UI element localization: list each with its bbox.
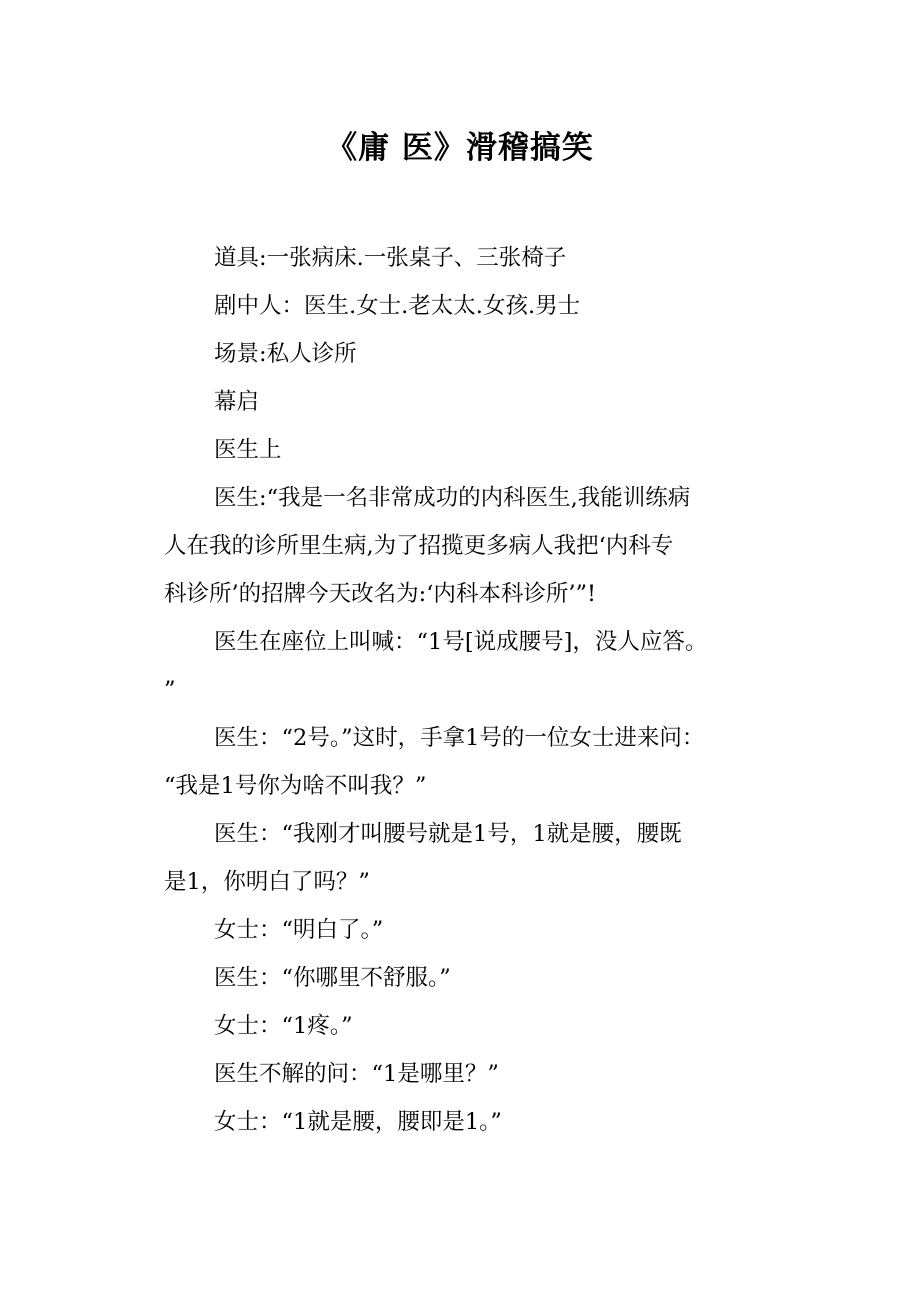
- text-line: 人在我的诊所里生病,为了招揽更多病人我把‘内科专: [164, 533, 674, 559]
- text-line: ”: [164, 677, 176, 703]
- text-line-curtain: 幕启: [214, 389, 260, 415]
- text-line: 女士：“1就是腰，腰即是1。”: [214, 1109, 502, 1135]
- text-line: 医生：“我刚才叫腰号就是1号，1就是腰，腰既: [214, 821, 682, 847]
- text-line: 医生不解的问：“1是哪里？”: [214, 1061, 499, 1087]
- text-line-props: 道具:一张病床.一张桌子、三张椅子: [214, 245, 567, 271]
- text-line: 科诊所’的招牌今天改名为:‘内科本科诊所’”!: [164, 581, 597, 607]
- text-line-scene: 场景:私人诊所: [214, 341, 357, 367]
- document-title: 《庸 医》滑稽搞笑: [326, 130, 594, 166]
- text-line: 医生在座位上叫喊：“1号[说成腰号]，没人应答。: [214, 629, 708, 655]
- text-line: “我是1号你为啥不叫我？”: [164, 773, 427, 799]
- text-line: 医生：“2号。”这时，手拿1号的一位女士进来问：: [214, 725, 705, 751]
- text-line-doctor-enters: 医生上: [214, 437, 282, 463]
- text-line: 是1，你明白了吗？”: [164, 869, 370, 895]
- text-line: 女士：“1疼。”: [214, 1013, 353, 1039]
- text-line: 医生：“你哪里不舒服。”: [214, 965, 451, 991]
- text-line: 医生:“我是一名非常成功的内科医生,我能训练病: [214, 485, 691, 511]
- text-line: 女士：“明白了。”: [214, 917, 384, 943]
- text-line-cast: 剧中人：医生.女士.老太太.女孩.男士: [214, 293, 581, 319]
